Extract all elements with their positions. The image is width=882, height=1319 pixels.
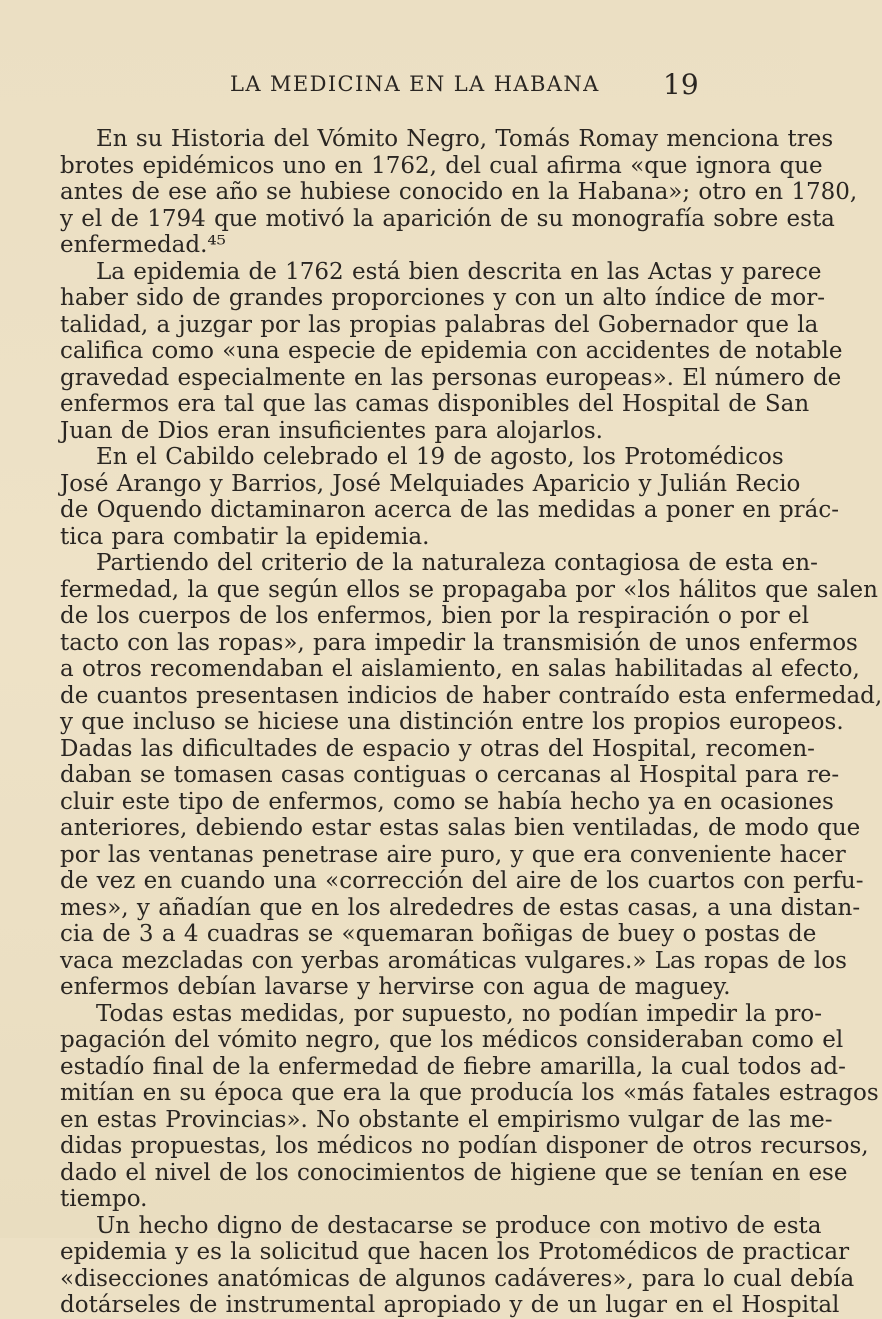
text-line: de los cuerpos de los enfermos, bien por la respiración o por el bbox=[60, 603, 810, 629]
running-head bbox=[0, 68, 800, 112]
text-line: dado el nivel de los conocimientos de higiene que se tenían en ese bbox=[60, 1159, 848, 1186]
text-line: daban se tomasen casas contiguas o cercanas al Hospital para re- bbox=[60, 762, 840, 788]
body-text bbox=[60, 126, 882, 1319]
text-line: José Arango y Barrios, José Melquiades Aparicio y Julián Recio bbox=[60, 470, 801, 497]
text-line: en estas Provincias». No obstante el empirismo vulgar de las me- bbox=[60, 1106, 833, 1133]
paragraph bbox=[60, 1212, 855, 1319]
text-line: Partiendo del criterio de la naturaleza contagiosa de esta en- bbox=[96, 550, 818, 576]
text-line: de cuantos presentasen indicios de haber contraído esta enfermedad, bbox=[60, 682, 882, 709]
text-line: mitían en su época que era la que producía los «más fatales estragos bbox=[60, 1080, 879, 1106]
text-line: anteriores, debiendo estar estas salas bien ventiladas, de modo que bbox=[60, 815, 861, 841]
text-line: de Oquendo dictaminaron acerca de las medidas a poner en prác- bbox=[60, 497, 840, 523]
text-line: cia de 3 a 4 cuadras se «quemaran boñigas de buey o postas de bbox=[60, 921, 817, 947]
text-line: haber sido de grandes proporciones y con un alto índice de mor- bbox=[60, 285, 825, 311]
text-line: de vez en cuando una «corrección del aire de los cuartos con perfu- bbox=[60, 868, 864, 894]
text-line: Juan de Dios eran insuficientes para alojarlos. bbox=[60, 417, 603, 444]
text-line: califica como «una especie de epidemia con accidentes de notable bbox=[60, 338, 843, 364]
text-line: mes», y añadían que en los alrededres de estas casas, a una distan- bbox=[60, 894, 861, 921]
text-line: estadío final de la enfermedad de fiebre amarilla, la cual todos ad- bbox=[60, 1053, 846, 1080]
text-line: tacto con las ropas», para impedir la transmisión de unos enfermos bbox=[60, 629, 858, 656]
text-line: tica para combatir la epidemia. bbox=[60, 523, 430, 550]
text-line: cluir este tipo de enfermos, como se había hecho ya en ocasiones bbox=[60, 788, 834, 815]
text-line: Todas estas medidas, por supuesto, no podían impedir la pro- bbox=[96, 1000, 823, 1027]
paragraph bbox=[60, 550, 882, 1001]
text-line: En el Cabildo celebrado el 19 de agosto, los Protomédicos bbox=[96, 444, 784, 470]
text-line: talidad, a juzgar por las propias palabras del Gobernador que la bbox=[60, 311, 819, 338]
text-line: fermedad, la que según ellos se propagaba por «los hálitos que salen bbox=[60, 576, 878, 603]
text-line: didas propuestas, los médicos no podían disponer de otros recursos, bbox=[60, 1133, 869, 1159]
paragraph bbox=[60, 1000, 879, 1213]
text-line: tiempo. bbox=[60, 1186, 148, 1212]
text-line: vaca mezcladas con yerbas aromáticas vulgares.» Las ropas de los bbox=[60, 947, 847, 974]
paragraph bbox=[60, 258, 843, 445]
page-number: 19 bbox=[663, 68, 699, 101]
paragraph bbox=[60, 444, 840, 550]
text-line: enfermos era tal que las camas disponibles del Hospital de San bbox=[60, 391, 810, 417]
text-line: gravedad especialmente en las personas europeas». El número de bbox=[60, 364, 842, 391]
paragraph bbox=[60, 126, 858, 259]
text-line: epidemia y es la solicitud que hacen los Protomédicos de practicar bbox=[60, 1239, 850, 1265]
text-line: Dadas las dificultades de espacio y otras del Hospital, recomen- bbox=[60, 735, 815, 762]
text-line: pagación del vómito negro, que los médicos consideraban como el bbox=[60, 1027, 844, 1053]
text-line: enfermedad.⁴⁵ bbox=[60, 232, 226, 258]
text-line: En su Historia del Vómito Negro, Tomás Romay menciona tres bbox=[96, 126, 834, 152]
text-line: y el de 1794 que motivó la aparición de su monografía sobre esta bbox=[60, 205, 835, 232]
text-line: Un hecho digno de destacarse se produce con motivo de esta bbox=[96, 1212, 822, 1239]
text-line: antes de ese año se hubiese conocido en la Habana»; otro en 1780, bbox=[60, 179, 858, 205]
text-line: dotárseles de instrumental apropiado y de un lugar en el Hospital bbox=[60, 1292, 840, 1318]
text-line: y que incluso se hiciese una distinción entre los propios europeos. bbox=[60, 709, 844, 735]
text-line: «disecciones anatómicas de algunos cadáveres», para lo cual debía bbox=[60, 1265, 855, 1292]
text-line: La epidemia de 1762 está bien descrita en las Actas y parece bbox=[96, 258, 822, 285]
text-line: a otros recomendaban el aislamiento, en salas habilitadas al efecto, bbox=[60, 656, 860, 682]
text-line: brotes epidémicos uno en 1762, del cual afirma «que ignora que bbox=[60, 152, 823, 179]
text-line: por las ventanas penetrase aire puro, y que era conveniente hacer bbox=[60, 841, 846, 868]
text-line: enfermos debían lavarse y hervirse con agua de maguey. bbox=[60, 974, 731, 1000]
running-title: LA MEDICINA EN LA HABANA bbox=[230, 72, 600, 96]
